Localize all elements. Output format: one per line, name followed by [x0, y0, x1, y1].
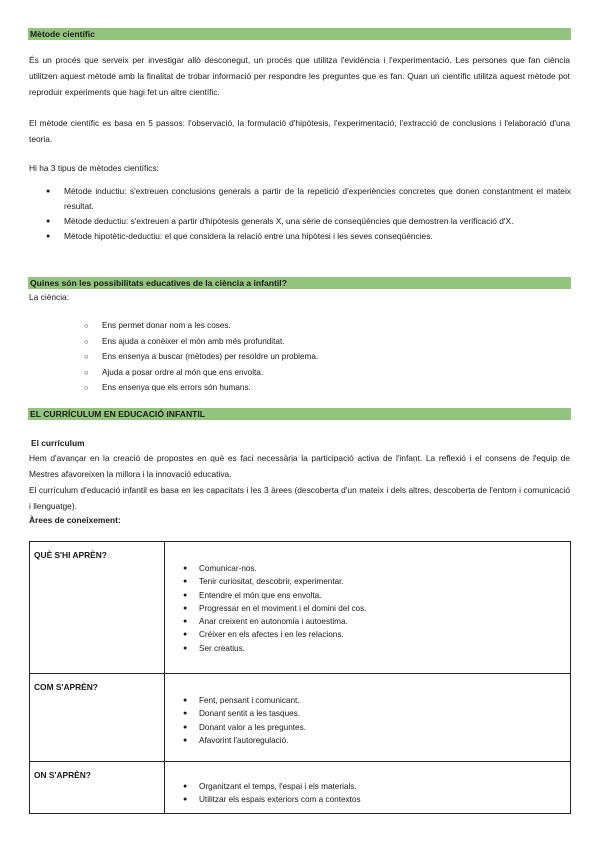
list-item: ● Donant sentit a les tasques.	[183, 707, 570, 720]
list-item: ○ Ajuda a posar ordre al món que ens envolta.	[84, 365, 318, 381]
areas-label: Àrees de coneixement:	[29, 515, 121, 525]
list-item: ● Mètode hipotètic-deductiu: el que considera la relació entre una hipòtesi i les seves conseqüències.	[44, 229, 571, 244]
row-items	[165, 562, 570, 655]
list-item: ○ Ens permet donar nom a les coses.	[84, 318, 318, 334]
heading-possibilitats-educatives: Quines són les possibilitats educatives de la ciència a infantil?	[28, 277, 571, 289]
row-items	[165, 694, 570, 747]
list-item: ● Comunicar-nos.	[183, 562, 570, 575]
list-item: ● Progressar en el moviment i el domini del cos.	[183, 602, 570, 615]
row-label: COM S'APRÈN?	[30, 674, 165, 762]
row-label: ON S'APRÈN?	[30, 762, 165, 814]
row-items	[165, 780, 570, 807]
list-item: ● Ser creatius.	[183, 642, 570, 655]
heading-curriculum: EL CURRÍCULUM EN EDUCACIÓ INFANTIL	[28, 408, 571, 420]
method-types-list	[44, 184, 571, 244]
areas-table	[29, 541, 571, 814]
list-item: ● Utilitzar els espais exteriors com a contextos	[183, 793, 570, 806]
subheading-curriculum: El currículum	[31, 438, 85, 448]
list-item: ● Tenir curiositat, descobrir, experimentar.	[183, 575, 570, 588]
list-item: ● Créixer en els afectes i en les relacions.	[183, 628, 570, 641]
list-item: ● Entendre el món que ens envolta.	[183, 589, 570, 602]
list-item: ● Mètode inductiu: s'extreuen conclusions generals a partir de la repetició d'experiències concretes que donen constantment el mateix resultat.	[44, 184, 571, 214]
table-row	[30, 674, 571, 762]
row-label: QUÈ S'HI APRÈN?	[30, 542, 165, 674]
table-row	[30, 542, 571, 674]
list-item: ● Donant valor a les preguntes.	[183, 721, 570, 734]
list-item: ○ Ens ensenya a buscar (mètodes) per resoldre un problema.	[84, 349, 318, 365]
list-item: ○ Ens ajuda a conèixer el món amb més profunditat.	[84, 334, 318, 350]
heading-metode-cientific: Mètode científic	[28, 28, 571, 40]
types-intro: Hi ha 3 tipus de mètodes científics:	[29, 163, 159, 173]
list-item: ● Fent, pensant i comunicant.	[183, 694, 570, 707]
ciencia-list	[84, 318, 318, 396]
paragraph-curriculum-proposals: Hem d'avançar en la creació de propostes en què es faci necessària la participació activa de l'infant. La reflexió i el consens de l'equip de Mestres afavoreixen la millora i la innovació educativa.	[29, 453, 570, 479]
paragraph-curriculum-areas: El currículum d'educació infantil es basa en les capacitats i les 3 àrees (descoberta d'un mateix i dels altres, descoberta de l'entorn i comunicació i llenguatge).	[29, 485, 570, 511]
ciencia-intro: La ciència:	[29, 292, 70, 302]
list-item: ● Organitzant el temps, l'espai i els materials.	[183, 780, 570, 793]
list-item: ● Mètode deductiu: s'extreuen a partir d'hipòtesis generals X, una sèrie de conseqüències que demostren la verificació d'X.	[44, 214, 571, 229]
table-row	[30, 762, 571, 814]
paragraph-definition: És un procés que serveix per investigar allò desconegut, un procés que utilitza l'evidència i l'experimentació. Les persones que fan ciència utilitzen aquest mètode amb la finalitat de trobar informació per respondre les preguntes que es fan. Quan un científic utilitza aquest mètode pot reproduir experiments que hagi fet un altre científic.	[29, 55, 570, 97]
list-item: ● Afavorint l'autoregulació.	[183, 734, 570, 747]
list-item: ● Anar creixent en autonomia i autoestima.	[183, 615, 570, 628]
list-item: ○ Ens ensenya que els errors són humans.	[84, 380, 318, 396]
paragraph-five-steps: El mètode científic es basa en 5 passos: l'observació, la formulació d'hipòtesis, l'experimentació, l'extracció de conclusions i l'elaboració d'una teoria.	[29, 118, 570, 144]
